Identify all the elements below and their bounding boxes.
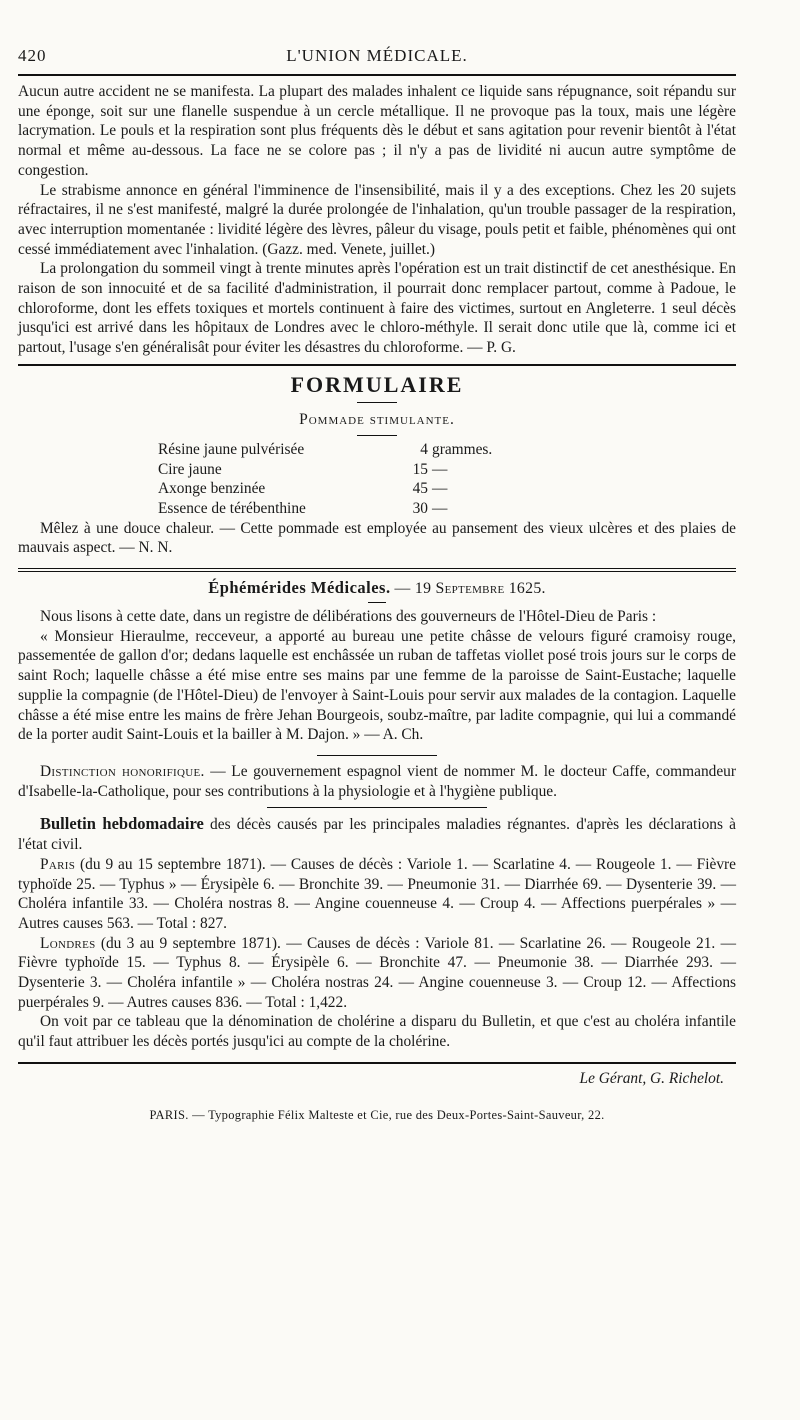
bulletin-intro	[18, 814, 736, 854]
ephemerides-heading	[18, 578, 736, 598]
ingredient-row	[158, 440, 542, 460]
ingredient-row	[158, 499, 542, 519]
bulletin-paris	[18, 855, 736, 934]
page-header	[18, 40, 736, 74]
paris-label: Paris	[40, 855, 76, 873]
bulletin-note: On voit par ce tableau que la dénomination de cholérine a disparu du Bulletin, et que c'est au choléra infantile qu'il faut attribuer les décès portés jusqu'ici au compte de la cholérine.	[18, 1013, 736, 1051]
ingredient-qty: 4	[420, 440, 428, 458]
ingredient-unit: —	[432, 460, 448, 478]
ephemerides-date: — 19 Septembre 1625.	[394, 580, 546, 598]
journal-page	[18, 40, 736, 1123]
article-paragraph: Aucun autre accident ne se manifesta. La plupart des malades inhalent ce liquide sans répugnance, soit répandu sur une éponge, soit sur une flanelle suspendue à un cercle métallique. Il ne provoque pas la toux, mais une légère lacrymation. Le pouls et la respiration sont plus fréquents dès le début et sans agitation pour revenir bientôt à l'état normal et même au-dessous. La face ne se colore pas ; il n'y a pas de lividité ni aucun autre symptôme de congestion.	[18, 83, 736, 179]
recipe-instructions: Mêlez à une douce chaleur. — Cette pommade est employée au pansement des vieux ulcères et des plaies de mauvais aspect. — N. N.	[18, 519, 736, 557]
bulletin-intro-text: des décès causés par les principales maladies régnantes. d'après les déclarations à l'état civil.	[18, 816, 736, 854]
signoff: Le Gérant, G. Richelot.	[579, 1069, 724, 1087]
imprint: PARIS. — Typographie Félix Malteste et Cie, rue des Deux-Portes-Saint-Sauveur, 22.	[149, 1107, 605, 1122]
ingredient-unit: —	[432, 499, 448, 517]
journal-title: L'UNION MÉDICALE.	[286, 46, 468, 65]
paris-text: (du 9 au 15 septembre 1871). — Causes de décès : Variole 1. — Scarlatine 4. — Rougeole 1. — Fièvre typhoïde 25. — Typhus » — Érysipèle 6. — Bronchite 39. — Pneumonie 31. — Diarrhée 69. — Dysenterie 39. — Choléra infantile 33. — Choléra nostras 8. — Angine couenneuse 4. — Croup 4. — Affections puerpérales » — Autres causes 563. — Total : 827.	[18, 855, 736, 932]
ingredient-row	[158, 479, 542, 499]
ingredient-qty: 30	[412, 499, 428, 517]
page-number: 420	[18, 46, 47, 65]
footer-rule	[18, 1062, 736, 1064]
ingredient-unit: —	[432, 480, 448, 498]
bulletin-london	[18, 934, 736, 1013]
article-paragraph: Le strabisme annonce en général l'imminence de l'insensibilité, mais il y a des exceptions. Chez les 20 sujets réfractaires, il ne s'est manifesté, malgré la durée prolongée de l'inhalation, qu'un trouble passager de la respiration, avec interruption momentanée : lividité légère des lèvres, pâleur du visage, pouls petit et faible, phénomènes qui ont cessé immédiatement avec l'inhalation. (Gazz. med. Venete, juillet.)	[18, 181, 736, 258]
ingredient-name: Cire jaune	[158, 460, 222, 478]
recipe-title: Pommade stimulante.	[299, 410, 455, 428]
ingredient-qty: 15	[412, 460, 428, 478]
heading-underline	[357, 402, 397, 403]
distinction-label: Distinction honorifique.	[40, 762, 205, 780]
ephemerides-underline	[368, 602, 386, 603]
ingredient-unit: grammes.	[432, 440, 493, 458]
ingredient-name: Axonge benzinée	[158, 480, 266, 498]
distinction-text: — Le gouvernement espagnol vient de nommer M. le docteur Caffe, commandeur d'Isabelle-la-Catholique, pour ses contributions à la physiologie et à l'hygiène publique.	[18, 762, 736, 800]
ingredient-qty: 45	[412, 480, 428, 498]
bulletin-heading: Bulletin hebdomadaire	[40, 814, 204, 834]
ingredient-name: Essence de térébenthine	[158, 499, 306, 517]
recipe-table	[158, 440, 542, 519]
london-label: Londres	[40, 934, 96, 952]
formulaire-heading: FORMULAIRE	[290, 371, 464, 397]
ingredient-name: Résine jaune pulvérisée	[158, 440, 305, 458]
ephemerides-quote: « Monsieur Hieraulme, recceveur, a apporté au bureau une petite châsse de velours figuré cramoisy rouge, passementée de gallon d'or; dedans laquelle est enchâssée un ruban de taffetas viollet posé trois jours sur le corps de saint Roch; laquelle châsse a été mise entre ses mains par une femme de la paroisse de Saint-Eustache; laquelle supplie la compagnie (de l'Hôtel-Dieu) de l'envoyer à Saint-Louis pour servir aux malades de la contagion. Laquelle châsse a été mise entre les mains de frère Jehan Bourgeois, soubz-maître, par ladite compagnie, qui lui a commandé de la porter audit Saint-Louis et la bailler à M. Dajon. » — A. Ch.	[18, 627, 736, 744]
distinction-paragraph	[18, 762, 736, 801]
recipe-underline	[357, 435, 397, 436]
double-rule	[18, 568, 736, 572]
article-paragraph: La prolongation du sommeil vingt à trente minutes après l'opération est un trait distinctif de cet anesthésique. En raison de son innocuité et de sa facilité d'administration, il pourrait donc remplacer partout, comme à Padoue, le chloroforme, dont les effets toxiques et mortels continuent à faire des victimes, surtout en Angleterre. 1 seul décès jusqu'ici est arrivé dans les hôpitaux de Londres avec le chloro-méthyle. Il serait donc utile que là, comme ici et partout, l'usage s'en généralisât pour éviter les désastres du chloroforme. — P. G.	[18, 260, 736, 357]
ephemerides-title: Éphémérides Médicales.	[208, 578, 391, 598]
ingredient-row	[158, 460, 542, 480]
section-rule	[18, 364, 736, 366]
london-text: (du 3 au 9 septembre 1871). — Causes de décès : Variole 81. — Scarlatine 26. — Rougeole 21. — Fièvre typhoïde 15. — Typhus 8. — Érysipèle 6. — Bronchite 47. — Pneumonie 38. — Diarrhée 293. — Dysenterie 3. — Choléra infantile » — Choléra nostras 24. — Angine couenneuse 3. — Croup 12. — Affections puerpérales 9. — Autres causes 836. — Total : 1,422.	[18, 934, 736, 1011]
ephemerides-intro: Nous lisons à cette date, dans un registre de délibérations des gouverneurs de l'Hôtel-Dieu de Paris :	[40, 608, 657, 626]
